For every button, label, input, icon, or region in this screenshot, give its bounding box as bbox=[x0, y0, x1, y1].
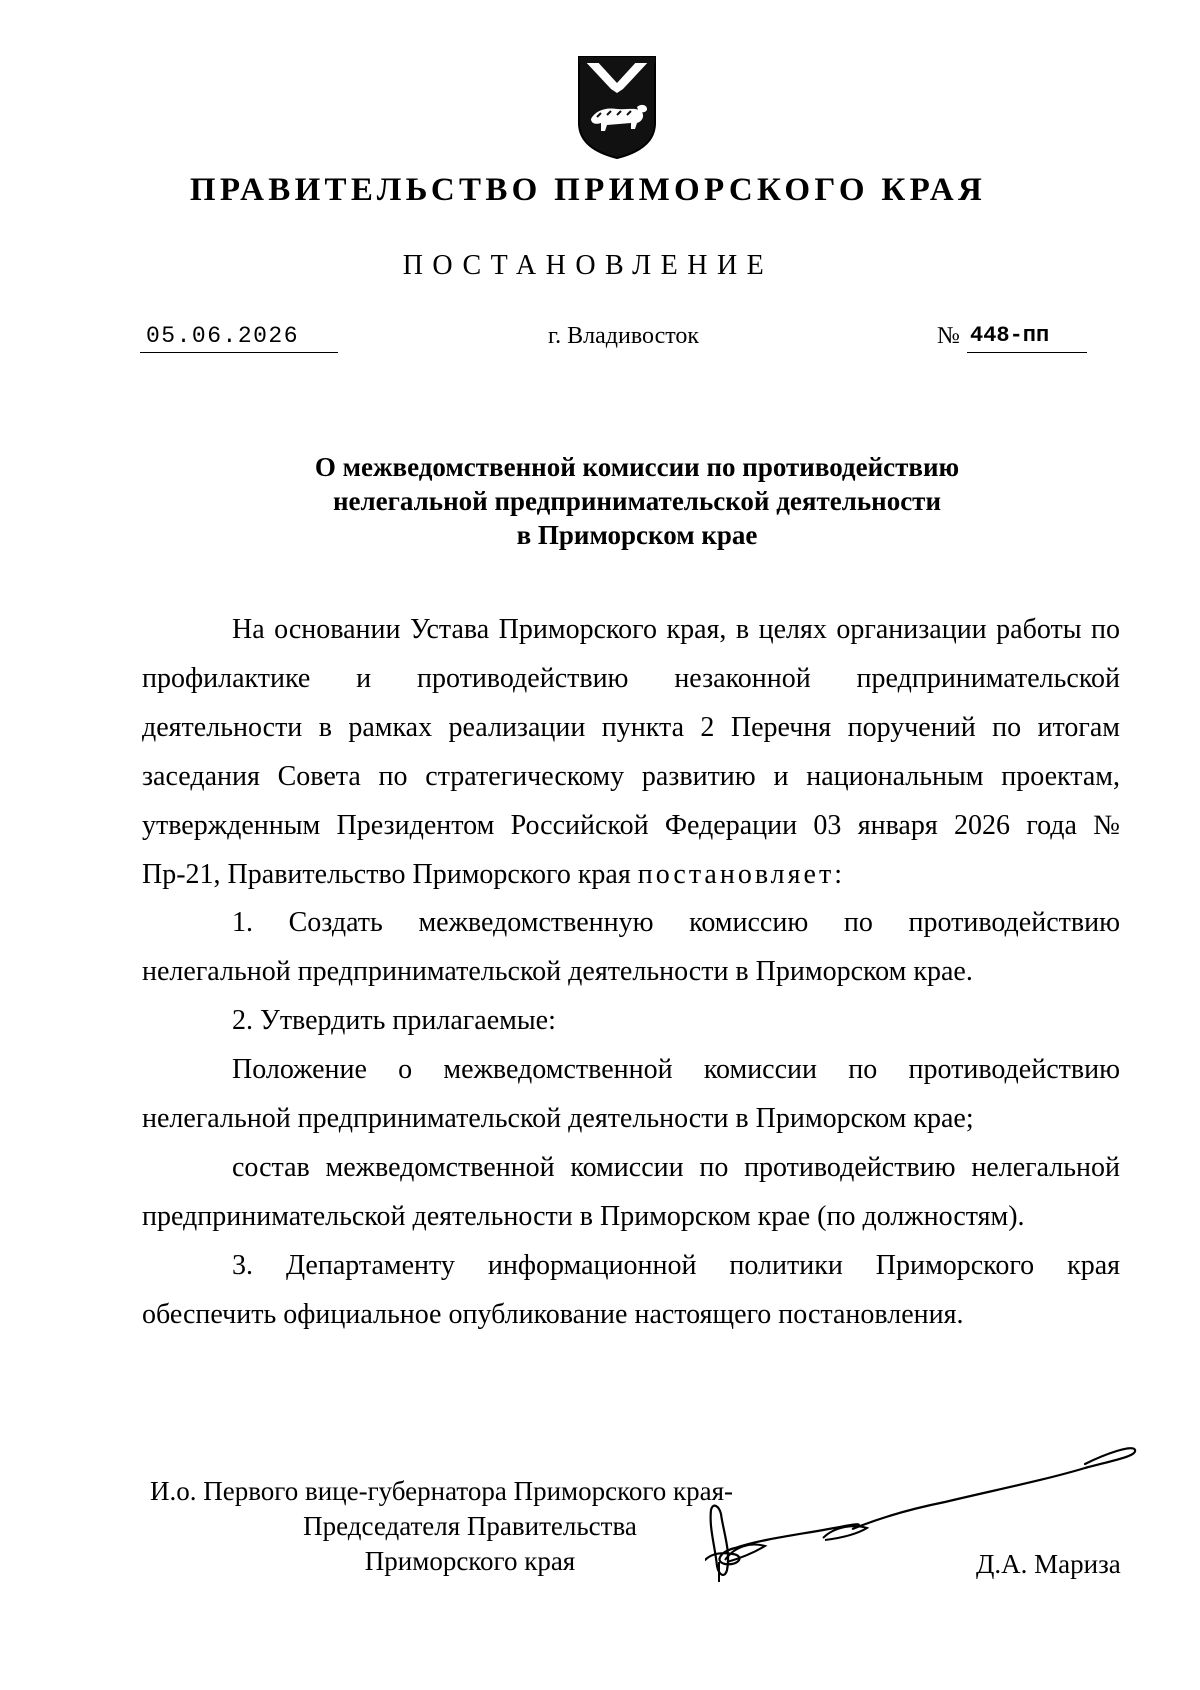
signer-name: Д.А. Мариза bbox=[976, 1549, 1121, 1579]
subject-line: О межведомственной комиссии по противодействию bbox=[314, 452, 960, 482]
document-type: ПОСТАНОВЛЕНИЕ bbox=[402, 250, 774, 281]
resolves-word: постановляет bbox=[637, 858, 835, 890]
preamble-text: На основании Устава Приморского края, в целях организации работы по профилактике и противодействию незаконной предпринимательской деятельности в рамках реализации пункта 2 Перечня поручений по итогам заседания Совета по стратегическому развитию и национальным проектам, утвержденным Президентом Российской Федерации 03 января 2026 года № Пр-21, Правительство Приморского края bbox=[142, 614, 1120, 890]
coat-of-arms-icon bbox=[577, 55, 657, 160]
item-2-regulation: Положение о межведомственной комиссии по противодействию нелегальной предпринимательской деятельности в Приморском крае; bbox=[142, 1054, 1120, 1135]
signatory-position bbox=[150, 1474, 790, 1579]
document-date: 05.06.2026 bbox=[146, 323, 300, 349]
item-3: 3. Департаменту информационной политики Приморского края обеспечить официальное опубликование настоящего постановления. bbox=[142, 1249, 1120, 1330]
document-number: 448-пп bbox=[970, 323, 1050, 348]
preamble-paragraph bbox=[142, 606, 1120, 899]
document-subject bbox=[0, 450, 1200, 552]
item-2-composition: состав межведомственной комиссии по противодействию нелегальной предпринимательской деятельности в Приморском крае (по должностям). bbox=[142, 1151, 1120, 1232]
position-line: И.о. Первого вице-губернатора Приморского края- bbox=[150, 1476, 733, 1506]
subject-line: в Приморском крае bbox=[516, 520, 758, 550]
document-number-field bbox=[967, 322, 1087, 353]
subject-line: нелегальной предпринимательской деятельности bbox=[332, 486, 941, 516]
government-title: ПРАВИТЕЛЬСТВО ПРИМОРСКОГО КРАЯ bbox=[189, 172, 987, 208]
resolves-punct: : bbox=[834, 858, 842, 890]
number-label: № bbox=[937, 323, 960, 349]
position-line: Приморского края bbox=[364, 1546, 576, 1576]
position-line: Председателя Правительства bbox=[303, 1511, 637, 1541]
item-1: 1. Создать межведомственную комиссию по противодействию нелегальной предпринимательской деятельности в Приморском крае. bbox=[142, 907, 1120, 988]
document-body bbox=[142, 606, 1120, 1340]
issue-city: г. Владивосток bbox=[548, 323, 700, 349]
item-2: 2. Утвердить прилагаемые: bbox=[232, 1005, 556, 1037]
document-date-field bbox=[140, 322, 338, 353]
